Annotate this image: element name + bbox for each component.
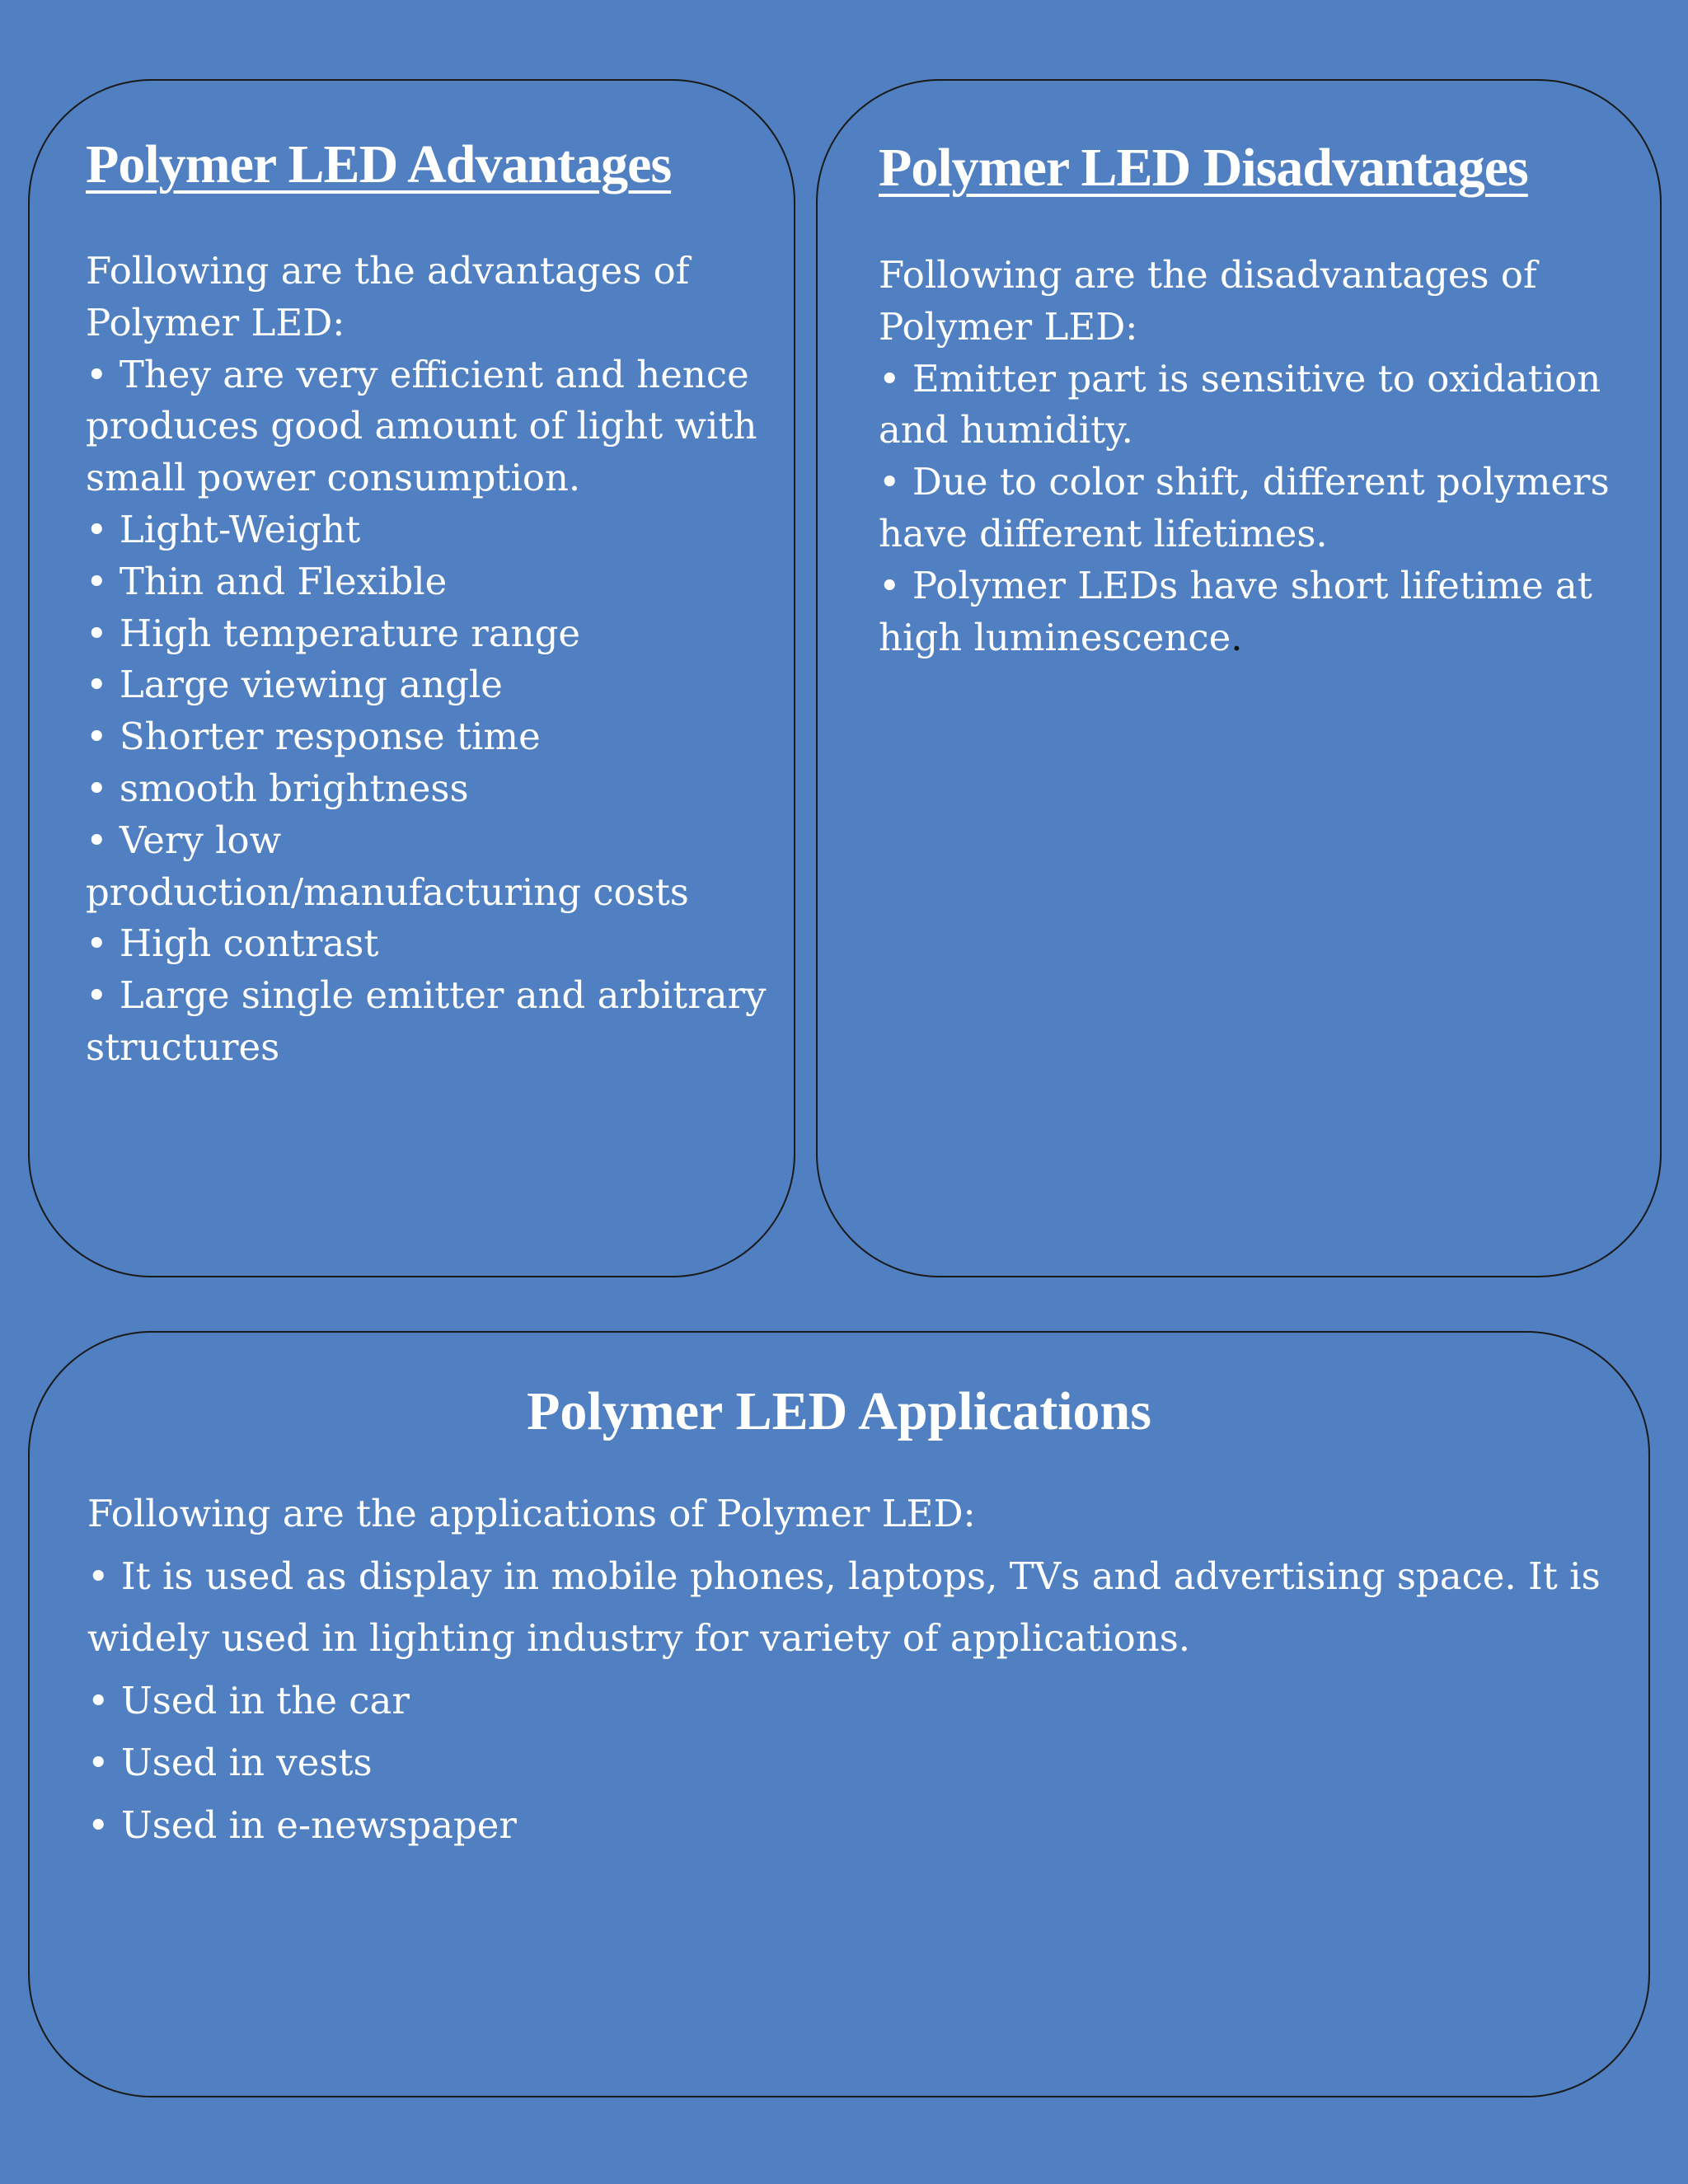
disadvantages-body [879, 250, 1637, 663]
applications-title: Polymer LED Applications [527, 1381, 1151, 1441]
advantages-item: • Very low production/manufacturing costs [86, 818, 689, 914]
applications-item: • Used in the car [87, 1678, 410, 1722]
trailing-period: . [1231, 615, 1243, 659]
advantages-item: • Large viewing angle [86, 663, 503, 707]
disadvantages-panel [816, 79, 1662, 1277]
disadvantages-item [879, 560, 1637, 664]
advantages-item: • Light-Weight [86, 507, 361, 551]
applications-item: • It is used as display in mobile phones, laptops, TVs and advertising space. It is widely used in lighting industry for variety of applications. [87, 1554, 1601, 1660]
applications-item: • Used in e-newspaper [87, 1802, 517, 1847]
advantages-title: Polymer LED Advantages [86, 134, 672, 194]
disadvantages-item: • Due to color shift, different polymers have different lifetimes. [879, 460, 1610, 555]
disadvantages-title: Polymer LED Disadvantages [879, 138, 1528, 198]
applications-item: • Used in vests [87, 1741, 373, 1784]
advantages-item: • Thin and Flexible [86, 559, 448, 603]
advantages-item: • They are very efficient and hence produces good amount of light with small power consumption. [86, 352, 757, 500]
advantages-panel [28, 79, 795, 1277]
applications-panel [28, 1331, 1650, 2097]
advantages-item: • High temperature range [86, 611, 581, 655]
advantages-intro: Following are the advantages of Polymer LED: [86, 249, 690, 344]
advantages-item: • smooth brightness [86, 766, 469, 810]
advantages-body [86, 246, 778, 1074]
advantages-item: • Shorter response time [86, 715, 541, 759]
advantages-item: • Large single emitter and arbitrary structures [86, 973, 767, 1069]
applications-intro: Following are the applications of Polymer LED: [87, 1492, 976, 1535]
disadvantages-item-text: • Polymer LEDs have short lifetime at high luminescence [879, 563, 1592, 659]
disadvantages-intro: Following are the disadvantages of Polymer LED: [879, 253, 1537, 349]
disadvantages-item: • Emitter part is sensitive to oxidation and humidity. [879, 356, 1601, 452]
applications-body [87, 1483, 1612, 1856]
advantages-item: • High contrast [86, 921, 379, 966]
